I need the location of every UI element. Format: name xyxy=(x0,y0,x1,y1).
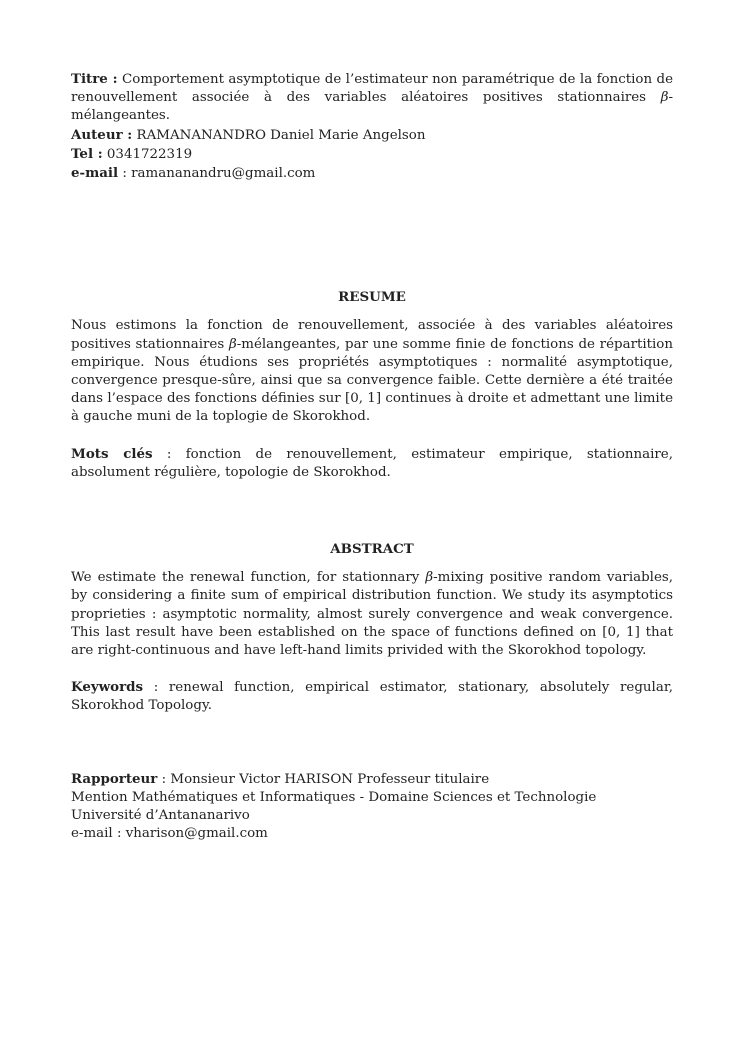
resume-section xyxy=(71,288,673,482)
rapporteur-block xyxy=(71,770,673,844)
abstract-section xyxy=(71,540,673,716)
rapporteur-value: : Monsieur Victor HARISON Professeur titulaire xyxy=(161,771,490,787)
author-label: Auteur : xyxy=(71,126,133,143)
resume-keywords xyxy=(71,445,673,482)
abstract-paragraph xyxy=(71,569,673,660)
abstract-keywords-label: Keywords xyxy=(71,679,144,696)
header-block xyxy=(71,70,673,183)
abstract-interval: [0, 1] xyxy=(602,624,640,640)
abstract-keywords-value: : renewal function, empirical estimator, stationary, absolutely regular, Skorokhod Topology. xyxy=(71,680,673,714)
abstract-heading: ABSTRACT xyxy=(330,541,414,558)
title-line xyxy=(71,70,673,126)
title-text: Comportement asymptotique de l’estimateur non paramétrique de la fonction de renouvellement associée à des variables aléatoires positives stationnaires xyxy=(71,72,673,106)
resume-paragraph xyxy=(71,317,673,426)
tel-label: Tel : xyxy=(71,145,103,162)
email-line xyxy=(71,164,673,183)
abstract-text-3: that are right-continuous and have left-hand limits privided with the Skorokhod topology. xyxy=(71,624,673,659)
rapporteur-line xyxy=(71,770,673,789)
rapporteur-label: Rapporteur xyxy=(71,770,158,787)
resume-text-2: -mélangeantes, par une somme finie de fonctions de répartition empirique. Nous étudions ses propriétés asymptotiques : normalité asymptotique, convergence presque-sûre, ainsi que sa convergence faible. Cette dernière a été traitée dans l’espace des fonctions définies sur xyxy=(71,336,673,407)
rapporteur-email: e-mail : vharison@gmail.com xyxy=(71,826,268,842)
author-line xyxy=(71,126,673,145)
title-text-end: -mélangeantes. xyxy=(71,90,673,124)
abstract-keywords xyxy=(71,678,673,715)
resume-text-3: continues à droite et admettant une limite à gauche muni de la toplogie de Skorokhod. xyxy=(71,391,673,425)
resume-interval: [0, 1] xyxy=(345,391,382,407)
abstract-beta: β xyxy=(425,570,434,586)
resume-text-1: Nous estimons la fonction de renouvellement, associée à des variables aléatoires positives stationnaires xyxy=(71,318,673,352)
title-label: Titre : xyxy=(71,71,118,87)
rapporteur-university: Université d’Antananarivo xyxy=(71,808,250,824)
email-value: : ramananandru@gmail.com xyxy=(122,166,316,182)
abstract-text-2: -mixing positive random variables, by considering a finite sum of empirical distribution function. We study its asymptotics proprieties : asymptotic normality, almost surely convergence and weak convergence. This last result have been established on the space of functions defined on xyxy=(71,570,673,640)
tel-line xyxy=(71,145,673,164)
rapporteur-mention: Mention Mathématiques et Informatiques - Domaine Sciences et Technologie xyxy=(71,789,597,805)
resume-beta: β xyxy=(228,336,237,352)
resume-heading: RESUME xyxy=(338,289,406,306)
resume-keywords-label: Mots clés xyxy=(71,445,153,462)
document-page xyxy=(71,70,673,843)
abstract-text-1: We estimate the renewal function, for stationnary xyxy=(71,570,426,586)
title-beta: β xyxy=(660,90,669,106)
email-label: e-mail xyxy=(71,165,119,182)
tel-value: 0341722319 xyxy=(106,146,193,162)
resume-keywords-value: : fonction de renouvellement, estimateur empirique, stationnaire, absolument régulière, topologie de Skorokhod. xyxy=(71,446,673,480)
author-value: RAMANANANDRO Daniel Marie Angelson xyxy=(136,127,426,143)
